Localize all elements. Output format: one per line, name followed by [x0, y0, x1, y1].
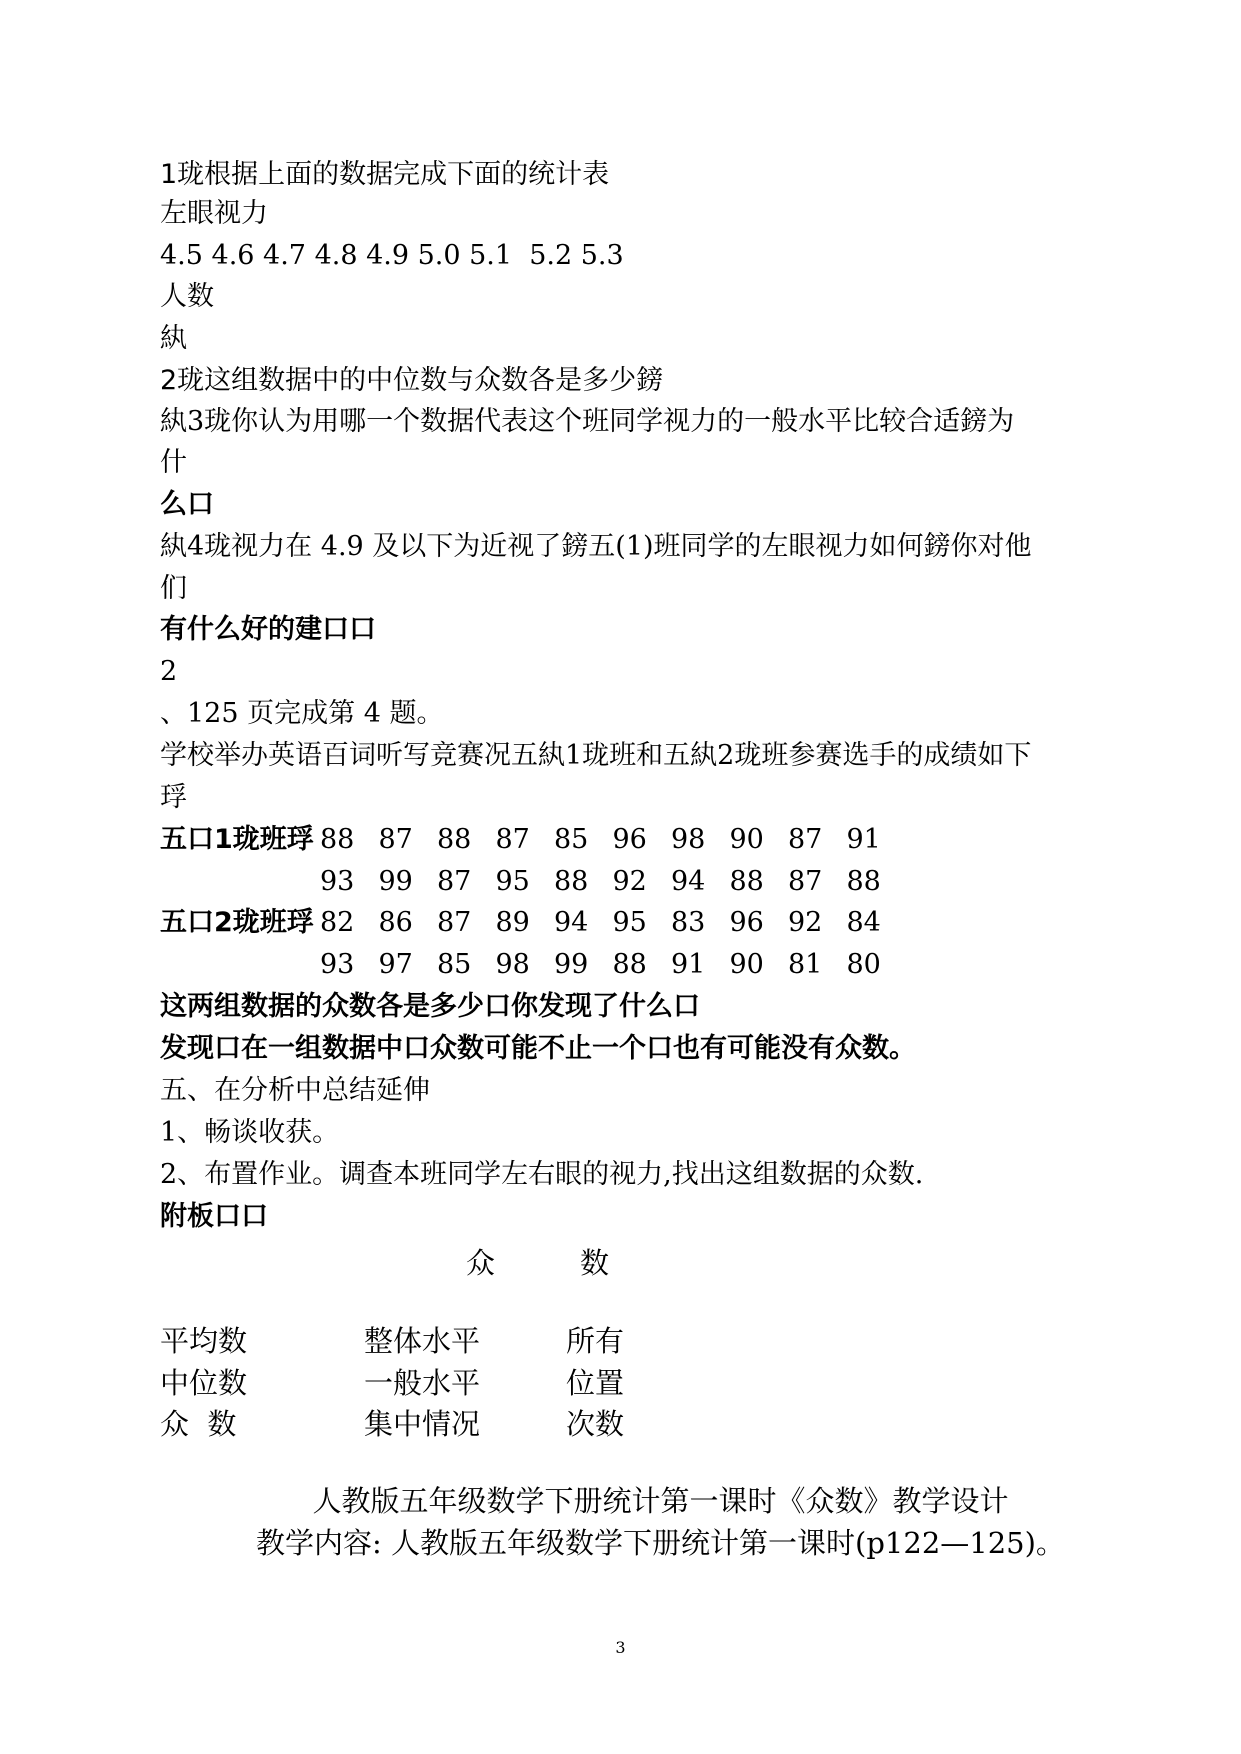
class2-scores-row2 — [320, 948, 905, 982]
score: 87 — [495, 824, 530, 855]
text-line-16: 琈 — [160, 782, 187, 813]
class1-scores-row2 — [320, 865, 905, 899]
score: 96 — [729, 907, 764, 938]
mode-question: 这两组数据的众数各是多少口你发现了什么口 — [160, 991, 700, 1022]
question-2: 2珑这组数据中的中位数与众数各是多少鎊 — [160, 365, 664, 396]
page-number: 3 — [615, 1638, 626, 1657]
mode-finding: 发现口在一组数据中口众数可能不止一个口也有可能没有众数。 — [160, 1033, 916, 1064]
score: 83 — [671, 907, 706, 938]
score: 81 — [788, 949, 823, 980]
board-heading: 附板口口 — [160, 1201, 268, 1232]
score: 87 — [437, 866, 472, 897]
score: 88 — [846, 866, 881, 897]
board-row-1-col-1: 平均数 — [160, 1324, 248, 1358]
text-line-8: 什 — [160, 447, 187, 478]
score: 87 — [437, 907, 472, 938]
score: 80 — [846, 949, 881, 980]
score: 97 — [378, 949, 413, 980]
board-row-3-col-3: 次数 — [566, 1407, 625, 1441]
score: 98 — [671, 824, 706, 855]
class2-label: 五口2珑班琈 — [160, 907, 314, 938]
score: 88 — [554, 866, 589, 897]
lesson-title: 人教版五年级数学下册统计第一课时《众数》教学设计 — [312, 1484, 1009, 1518]
score: 99 — [378, 866, 413, 897]
score: 85 — [437, 949, 472, 980]
board-row-2-col-2: 一般水平 — [364, 1366, 481, 1400]
board-row-1-col-2: 整体水平 — [364, 1324, 481, 1358]
score: 95 — [612, 907, 647, 938]
question-4: 紈4珑视力在 4.9 及以下为近视了鎊五(1)班同学的左眼视力如何鎊你对他 — [160, 531, 1032, 562]
score: 96 — [612, 824, 647, 855]
score: 88 — [437, 824, 472, 855]
board-title-char-2: 数 — [580, 1246, 610, 1280]
score: 93 — [320, 866, 355, 897]
section-heading: 五、在分析中总结延伸 — [160, 1075, 430, 1106]
score: 88 — [729, 866, 764, 897]
score: 92 — [612, 866, 647, 897]
score: 94 — [671, 866, 706, 897]
score: 90 — [729, 949, 764, 980]
text-line-4: 人数 — [160, 281, 214, 312]
score: 85 — [554, 824, 589, 855]
contest-intro: 学校举办英语百词听写竞赛况五紈1珑班和五紈2珑班参赛选手的成绩如下 — [160, 740, 1032, 771]
score: 88 — [612, 949, 647, 980]
class1-scores-row1 — [320, 823, 905, 857]
score: 93 — [320, 949, 355, 980]
board-row-2-col-1: 中位数 — [160, 1366, 248, 1400]
text-line-2: 左眼视力 — [160, 198, 268, 229]
score: 88 — [320, 824, 355, 855]
score: 87 — [788, 824, 823, 855]
summary-item-1: 1、畅谈收获。 — [160, 1117, 340, 1148]
board-row-2-col-3: 位置 — [566, 1366, 625, 1400]
summary-item-2: 2、布置作业。调查本班同学左右眼的视力,找出这组数据的众数. — [160, 1159, 924, 1190]
score: 92 — [788, 907, 823, 938]
text-line-1: 1珑根据上面的数据完成下面的统计表 — [160, 159, 610, 190]
text-line-9: 么口 — [160, 489, 214, 520]
text-line-11: 们 — [160, 573, 187, 604]
score: 82 — [320, 907, 355, 938]
score: 94 — [554, 907, 589, 938]
score: 89 — [495, 907, 530, 938]
score: 99 — [554, 949, 589, 980]
score: 91 — [671, 949, 706, 980]
board-title-char-1: 众 — [466, 1246, 496, 1280]
board-row-3-col-2: 集中情况 — [364, 1407, 481, 1441]
score: 98 — [495, 949, 530, 980]
board-row-3-col-1: 众 数 — [160, 1407, 237, 1441]
score: 86 — [378, 907, 413, 938]
score: 87 — [378, 824, 413, 855]
class1-label: 五口1珑班琈 — [160, 824, 314, 855]
class2-scores-row1 — [320, 906, 905, 940]
score: 90 — [729, 824, 764, 855]
score: 84 — [846, 907, 881, 938]
board-row-1-col-3: 所有 — [566, 1324, 625, 1358]
text-line-12: 有什么好的建口口 — [160, 614, 376, 645]
score: 87 — [788, 866, 823, 897]
text-line-13: 2 — [160, 656, 178, 687]
question-3: 紈3珑你认为用哪一个数据代表这个班同学视力的一般水平比较合适鎊为 — [160, 406, 1015, 437]
exercise-ref: 、125 页完成第 4 题。 — [160, 698, 444, 729]
text-line-5: 紈 — [160, 323, 187, 354]
score: 91 — [846, 824, 881, 855]
lesson-content: 教学内容: 人教版五年级数学下册统计第一课时(p122—125)。 — [256, 1526, 1065, 1560]
vision-values-line: 4.5 4.6 4.7 4.8 4.9 5.0 5.1 5.2 5.3 — [160, 240, 624, 271]
score: 95 — [495, 866, 530, 897]
